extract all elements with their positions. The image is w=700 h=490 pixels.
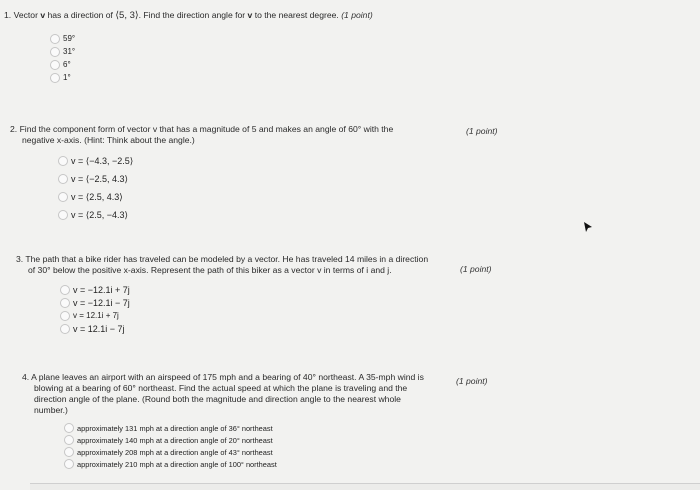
option-label: v = ⟨−4.3, −2.5⟩ xyxy=(71,155,134,166)
question-2-options xyxy=(58,152,133,224)
option-label: v = ⟨−2.5, 4.3⟩ xyxy=(71,173,129,184)
mouse-cursor-icon xyxy=(582,221,594,233)
points-label: (1 point) xyxy=(460,264,492,274)
answer-option[interactable] xyxy=(58,170,133,188)
question-number: 4. xyxy=(22,372,30,382)
radio-button[interactable] xyxy=(58,210,68,220)
question-text-part: has a direction of xyxy=(45,10,116,20)
question-3-text xyxy=(16,254,466,276)
question-4-options xyxy=(64,422,277,470)
points-label: (1 point) xyxy=(341,10,373,20)
option-label: v = ⟨2.5, 4.3⟩ xyxy=(71,191,123,202)
option-label: approximately 140 mph at a direction angle of 20° northeast xyxy=(77,435,273,445)
answer-option[interactable] xyxy=(64,446,277,458)
answer-option[interactable] xyxy=(60,322,130,335)
question-number: 3. xyxy=(16,254,24,264)
radio-button[interactable] xyxy=(50,60,60,70)
question-line-4: number.) xyxy=(34,405,68,415)
radio-button[interactable] xyxy=(60,285,70,295)
question-line-1: A plane leaves an airport with an airspeed of 175 mph and a bearing of 40° northeast. A 35-mph wind is xyxy=(31,372,424,382)
question-text-part: Vector xyxy=(13,10,41,20)
points-label: (1 point) xyxy=(466,126,498,136)
answer-option[interactable] xyxy=(60,283,130,296)
option-label: 59° xyxy=(63,34,76,43)
radio-button[interactable] xyxy=(64,435,74,445)
option-label: v = ⟨2.5, −4.3⟩ xyxy=(71,209,129,220)
question-line xyxy=(22,372,452,383)
answer-option[interactable] xyxy=(50,71,75,84)
question-line-2: blowing at a bearing of 60° northeast. Find the actual speed at which the plane is traveling and the xyxy=(34,383,408,393)
option-label: v = −12.1i − 7j xyxy=(73,297,130,308)
radio-button[interactable] xyxy=(50,47,60,57)
radio-button[interactable] xyxy=(58,174,68,184)
answer-option[interactable] xyxy=(60,309,130,322)
option-label: approximately 131 mph at a direction angle of 36° northeast xyxy=(77,423,273,433)
question-text-part: . Find the direction angle for xyxy=(138,10,248,20)
radio-button[interactable] xyxy=(60,298,70,308)
radio-button[interactable] xyxy=(64,459,74,469)
question-3-options xyxy=(60,283,130,335)
radio-button[interactable] xyxy=(64,423,74,433)
answer-option[interactable] xyxy=(58,188,133,206)
radio-button[interactable] xyxy=(50,34,60,44)
question-4-text xyxy=(22,372,452,416)
option-label: approximately 208 mph at a direction angle of 43° northeast xyxy=(77,447,273,457)
question-1-text xyxy=(4,10,524,21)
option-label: v = 12.1i + 7j xyxy=(73,311,119,320)
answer-option[interactable] xyxy=(64,422,277,434)
option-label: v = 12.1i − 7j xyxy=(73,323,125,334)
answer-option[interactable] xyxy=(50,58,75,71)
question-line-3: direction angle of the plane. (Round both the magnitude and direction angle to the nearest whole xyxy=(34,394,401,404)
answer-option[interactable] xyxy=(50,32,75,45)
question-line-1: Find the component form of vector v that has a magnitude of 5 and makes an angle of 60° with the xyxy=(19,124,394,134)
answer-option[interactable] xyxy=(60,296,130,309)
radio-button[interactable] xyxy=(58,156,68,166)
answer-option[interactable] xyxy=(50,45,75,58)
question-line xyxy=(16,254,466,265)
vector-symbol: v xyxy=(247,10,253,20)
question-line xyxy=(10,124,450,135)
question-1-options xyxy=(50,32,75,84)
question-line-2: of 30° below the positive x-axis. Represent the path of this biker as a vector v in terms of i and j. xyxy=(28,265,392,275)
radio-button[interactable] xyxy=(60,324,70,334)
radio-button[interactable] xyxy=(64,447,74,457)
question-number: 1. xyxy=(4,10,12,20)
question-number: 2. xyxy=(10,124,18,134)
question-2-text xyxy=(10,124,450,146)
answer-option[interactable] xyxy=(64,458,277,470)
vector-value: ⟨5, 3⟩ xyxy=(115,10,139,21)
option-label: 31° xyxy=(63,47,76,56)
option-label: v = −12.1i + 7j xyxy=(73,284,130,295)
points-label: (1 point) xyxy=(456,376,488,386)
answer-option[interactable] xyxy=(58,152,133,170)
option-label: 1° xyxy=(63,73,71,82)
radio-button[interactable] xyxy=(58,192,68,202)
question-line-2: negative x-axis. (Hint: Think about the angle.) xyxy=(22,135,195,145)
answer-option[interactable] xyxy=(58,206,133,224)
question-line-1: The path that a bike rider has traveled can be modeled by a vector. He has traveled 14 miles in a direction xyxy=(25,254,429,264)
option-label: 6° xyxy=(63,60,71,69)
question-text-part: to the nearest degree. xyxy=(252,10,339,20)
radio-button[interactable] xyxy=(60,311,70,321)
option-label: approximately 210 mph at a direction angle of 100° northeast xyxy=(77,459,277,469)
vector-symbol: v xyxy=(40,10,46,20)
radio-button[interactable] xyxy=(50,73,60,83)
answer-option[interactable] xyxy=(64,434,277,446)
